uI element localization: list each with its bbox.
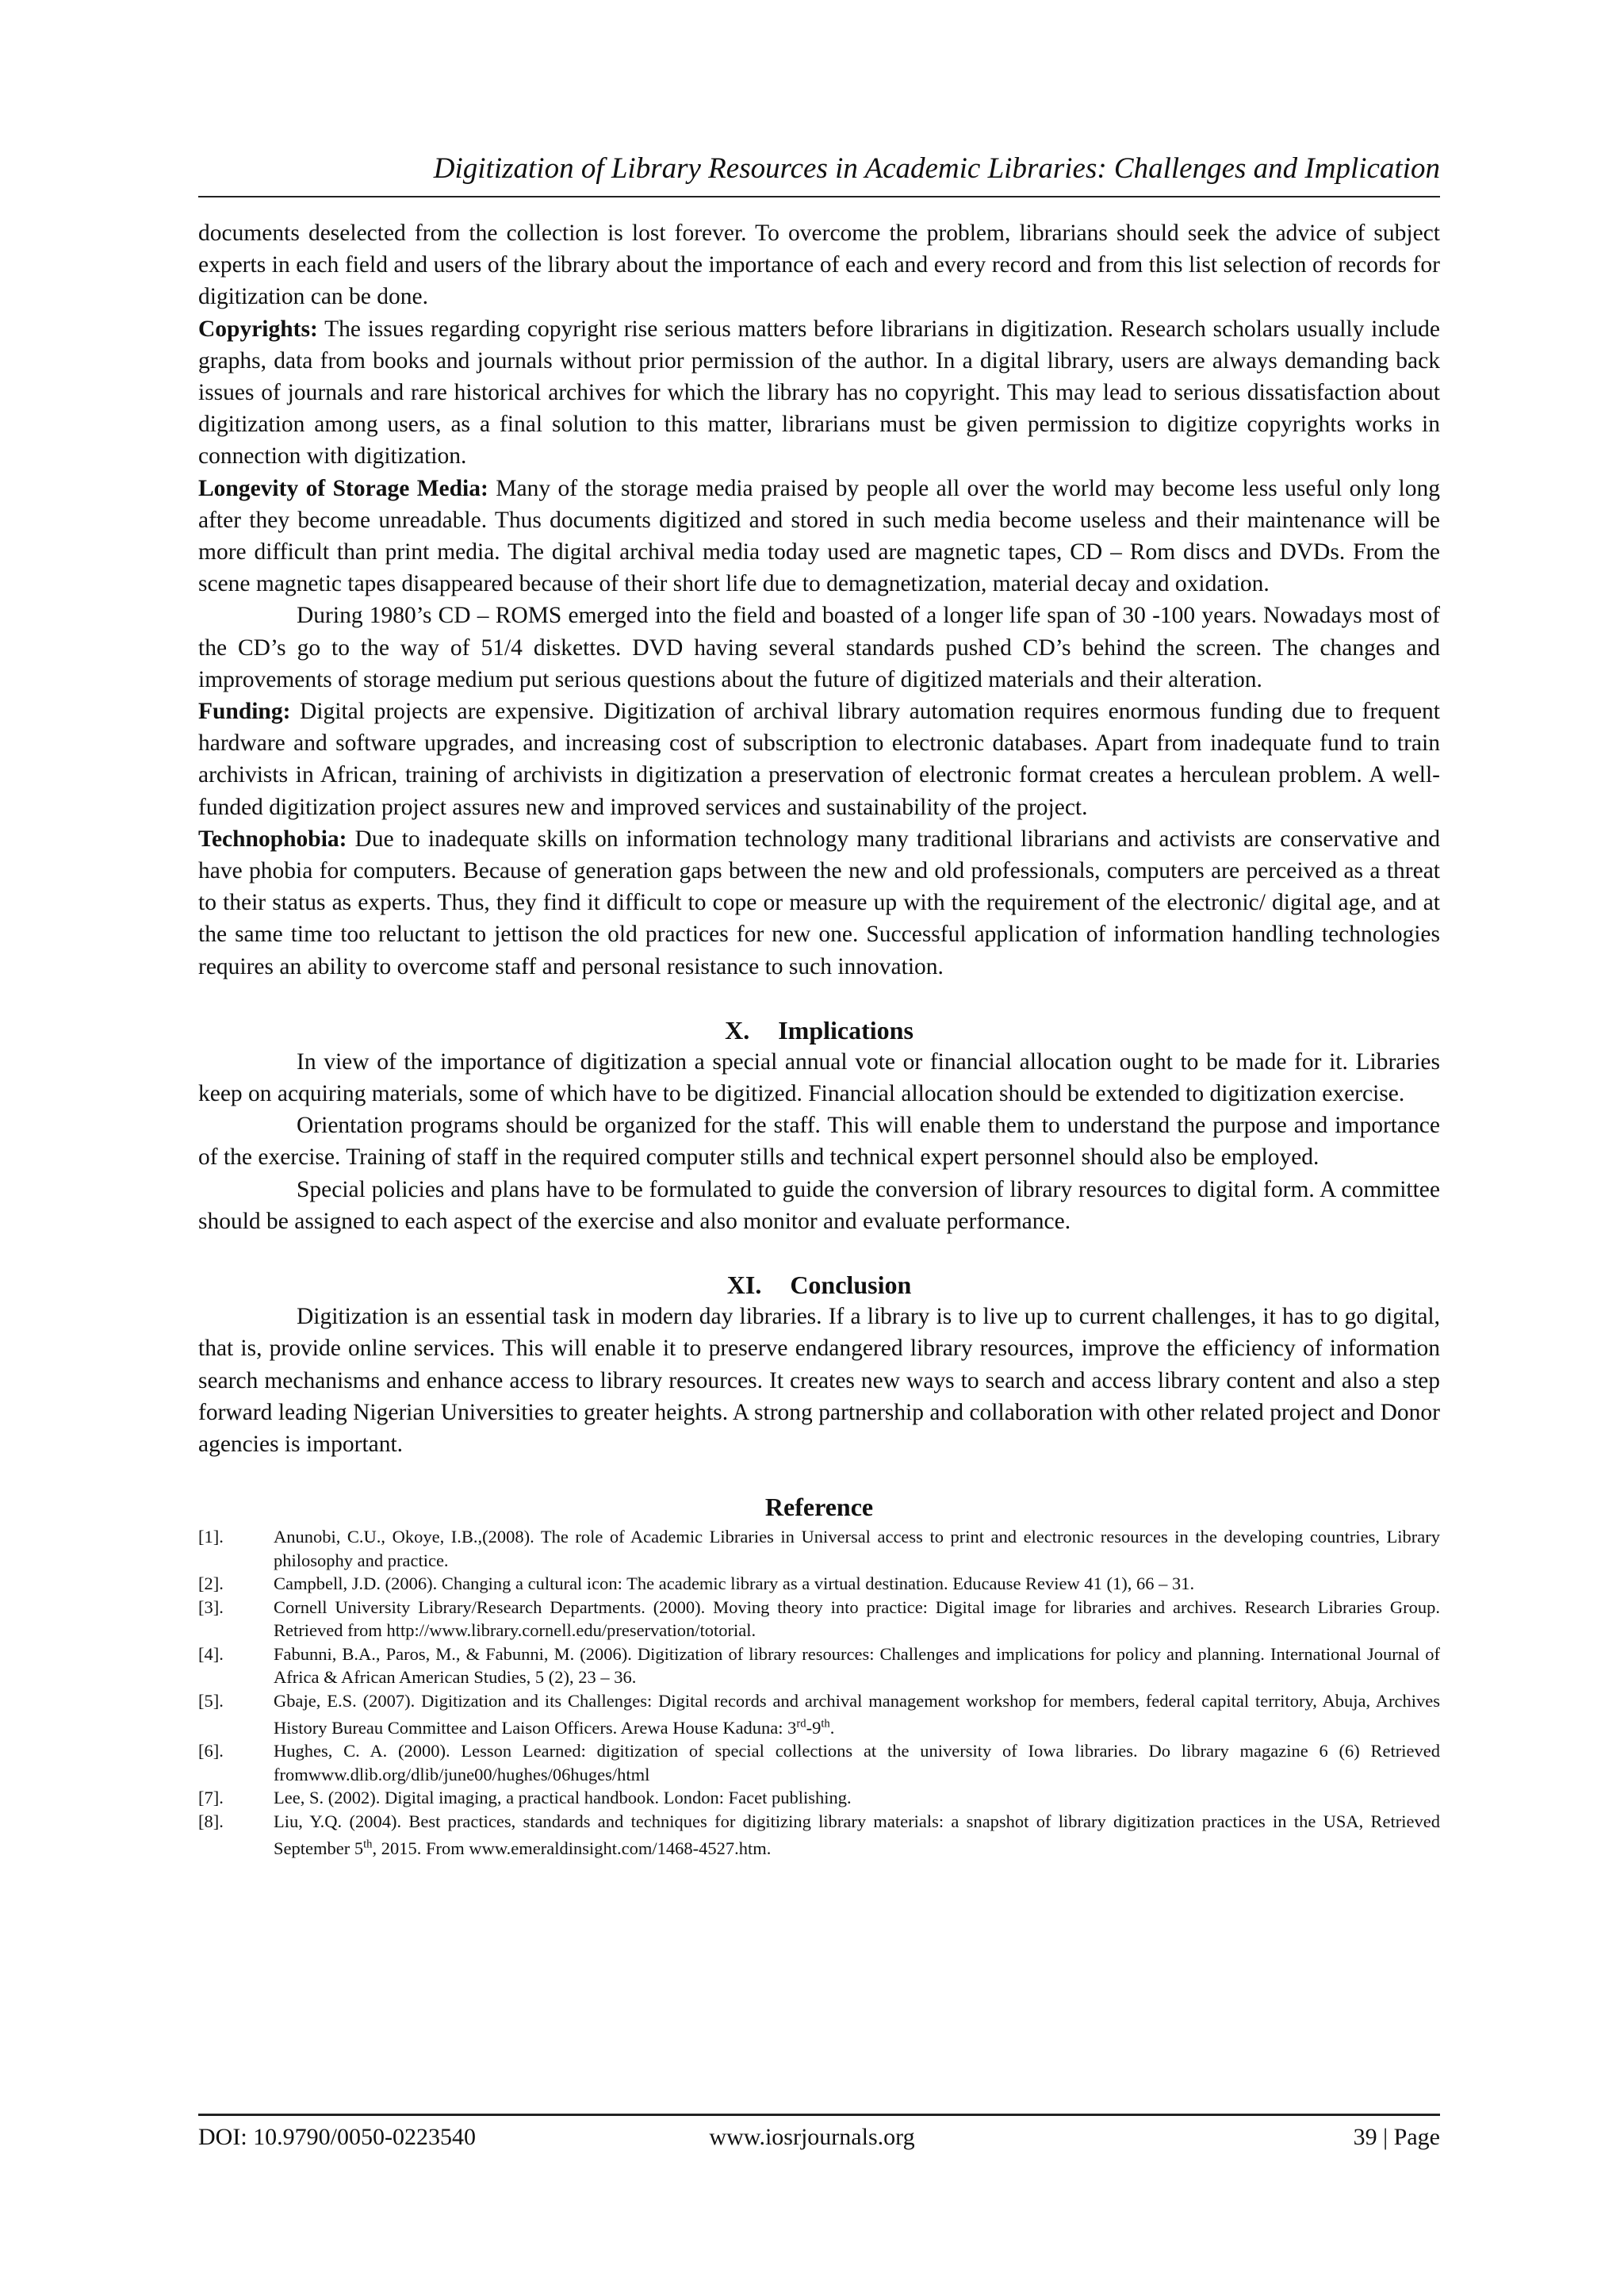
- copyrights-paragraph: [198, 313, 1440, 473]
- funding-paragraph: [198, 696, 1440, 823]
- technophobia-text: Due to inadequate skills on information technology many traditional librarians and activists are conservative and have phobia for computers. Because of generation gaps between the new and old professionals, computers are perceived as a threat to their status as experts. Thus, they find it difficult to cope or measure up with the requirement of the electronic/ digital age, and at the same time too reluctant to jettison the old practices for new one. Successful application of information handling technologies requires an ability to overcome staff and personal resistance to such innovation.: [198, 826, 1440, 979]
- implications-heading: [198, 1014, 1440, 1046]
- footer-page-number: 39 | Page: [1353, 2124, 1440, 2150]
- reference-text: Cornell University Library/Research Departments. (2000). Moving theory into practice: Digital image for libraries and archives. Research Libraries Group. Retrieved from http://www.library.cornell.edu/preservation/totorial.: [274, 1596, 1440, 1641]
- implications-title: Implications: [778, 1015, 914, 1045]
- reference-text: Liu, Y.Q. (2004). Best practices, standards and techniques for digitizing library materials: a snapshot of library digitization practices in the USA, Retrieved September 5th, 2015. From www.emeraldinsight.com/1468-4527.htm.: [274, 1811, 1440, 1858]
- reference-text: Fabunni, B.A., Paros, M., & Fabunni, M. (2006). Digitization of library resources: Challenges and implications for policy and planning. International Journal of Africa & African American Studies, 5 (2), 23 – 36.: [274, 1643, 1440, 1688]
- conclusion-number: XI.: [726, 1271, 762, 1300]
- copyrights-term: Copyrights:: [198, 316, 318, 342]
- footer-doi: DOI: 10.9790/0050-0223540: [198, 2124, 476, 2150]
- implications-paragraph-3: Special policies and plans have to be formulated to guide the conversion of library resources to digital form. A committee should be assigned to each aspect of the exercise and also monitor and evaluate performance.: [198, 1176, 1440, 1234]
- reference-number: [2].: [198, 1573, 224, 1594]
- reference-item: [198, 1525, 1440, 1572]
- longevity-text: Many of the storage media praised by people all over the world may become less useful only long after they become unreadable. Thus documents digitized and stored in such media become useless and their maintenance will be more difficult than print media. The digital archival media today used are magnetic tapes, CD – Rom discs and DVDs. From the scene magnetic tapes disappeared because of their short life due to demagnetization, material decay and oxidation.: [198, 475, 1440, 597]
- reference-number: [8].: [198, 1811, 224, 1831]
- reference-number: [3].: [198, 1596, 224, 1617]
- longevity-term: Longevity of Storage Media:: [198, 475, 488, 501]
- references-list: [198, 1525, 1440, 1860]
- references-heading: Reference: [764, 1493, 874, 1522]
- reference-text: Campbell, J.D. (2006). Changing a cultural icon: The academic library as a virtual destination. Educause Review 41 (1), 66 – 31.: [274, 1573, 1195, 1594]
- reference-text: Anunobi, C.U., Okoye, I.B.,(2008). The role of Academic Libraries in Universal access to print and electronic resources in the developing countries, Library philosophy and practice.: [274, 1527, 1440, 1570]
- conclusion-title: Conclusion: [790, 1271, 912, 1300]
- reference-item: [198, 1596, 1440, 1642]
- footer-rule: [198, 2114, 1440, 2116]
- reference-number: [7].: [198, 1788, 224, 1808]
- cdrom-paragraph: During 1980’s CD – ROMS emerged into the field and boasted of a longer life span of 30 -100 years. Nowadays most of the CD’s go to the way of 51/4 diskettes. DVD having several standards pushed CD’s behind the screen. The changes and improvements of storage medium put serious questions about the future of digitized materials and their alteration.: [198, 603, 1440, 692]
- implications-number: X.: [725, 1015, 750, 1045]
- implications-paragraph-2: Orientation programs should be organized for the staff. This will enable them to understand the purpose and importance of the exercise. Training of staff in the required computer stills and technical expert personnel should also be employed.: [198, 1113, 1440, 1171]
- reference-text: Lee, S. (2002). Digital imaging, a practical handbook. London: Facet publishing.: [274, 1788, 852, 1808]
- funding-term: Funding:: [198, 699, 291, 725]
- page-body: [198, 217, 1440, 1860]
- reference-item: [198, 1572, 1440, 1596]
- reference-number: [5].: [198, 1690, 224, 1711]
- reference-item: [198, 1786, 1440, 1810]
- reference-item: [198, 1689, 1440, 1740]
- header-rule: [198, 196, 1440, 197]
- conclusion-heading: [198, 1269, 1440, 1301]
- reference-number: [1].: [198, 1527, 224, 1547]
- intro-paragraph: documents deselected from the collection is lost forever. To overcome the problem, librarians should seek the advice of subject experts in each field and users of the library about the importance of each and every record and from this list selection of records for digitization can be done.: [198, 220, 1440, 310]
- reference-item: [198, 1642, 1440, 1689]
- copyrights-text: The issues regarding copyright rise serious matters before librarians in digitization. Research scholars usually include graphs, data from books and journals without prior permission of the author. In a digital library, users are always demanding back issues of journals and rare historical archives for which the library has no copyright. This may lead to serious dissatisfaction about digitization among users, as a final solution to this matter, librarians must be given permission to digitize copyrights works in connection with digitization.: [198, 316, 1440, 470]
- reference-text: Gbaje, E.S. (2007). Digitization and its Challenges: Digital records and archival management workshop for members, federal capital territory, Abuja, Archives History Bureau Committee and Laison Officers. Arewa House Kaduna: 3rd-9th.: [274, 1690, 1440, 1738]
- reference-text: Hughes, C. A. (2000). Lesson Learned: digitization of special collections at the university of Iowa libraries. Do library magazine 6 (6) Retrieved fromwww.dlib.org/dlib/june00/hughes/06huges/html: [274, 1741, 1440, 1784]
- conclusion-paragraph: Digitization is an essential task in modern day libraries. If a library is to live up to current challenges, it has to go digital, that is, provide online services. This will enable it to preserve endangered library resources, improve the efficiency of information search mechanisms and enhance access to library resources. It creates new ways to search and access library content and also a step forward leading Nigerian Universities to greater heights. A strong partnership and collaboration with other related project and Donor agencies is important.: [198, 1304, 1440, 1457]
- reference-item: [198, 1739, 1440, 1786]
- footer-website: www.iosrjournals.org: [709, 2124, 915, 2150]
- reference-item: [198, 1810, 1440, 1861]
- reference-number: [4].: [198, 1643, 224, 1664]
- longevity-paragraph: [198, 473, 1440, 600]
- implications-paragraph-1: In view of the importance of digitization a special annual vote or financial allocation ought to be made for it. Libraries keep on acquiring materials, some of which have to be digitized. Financial allocation should be extended to digitization exercise.: [198, 1048, 1440, 1107]
- technophobia-paragraph: [198, 823, 1440, 983]
- running-head: Digitization of Library Resources in Academic Libraries: Challenges and Implication: [433, 152, 1440, 185]
- technophobia-term: Technophobia:: [198, 826, 347, 852]
- funding-text: Digital projects are expensive. Digitization of archival library automation requires enormous funding due to frequent hardware and software upgrades, and increasing cost of subscription to electronic databases. Apart from inadequate fund to train archivists in African, training of archivists in digitization a preservation of electronic format creates a herculean problem. A well-funded digitization project assures new and improved services and sustainability of the project.: [198, 699, 1440, 820]
- reference-number: [6].: [198, 1741, 224, 1761]
